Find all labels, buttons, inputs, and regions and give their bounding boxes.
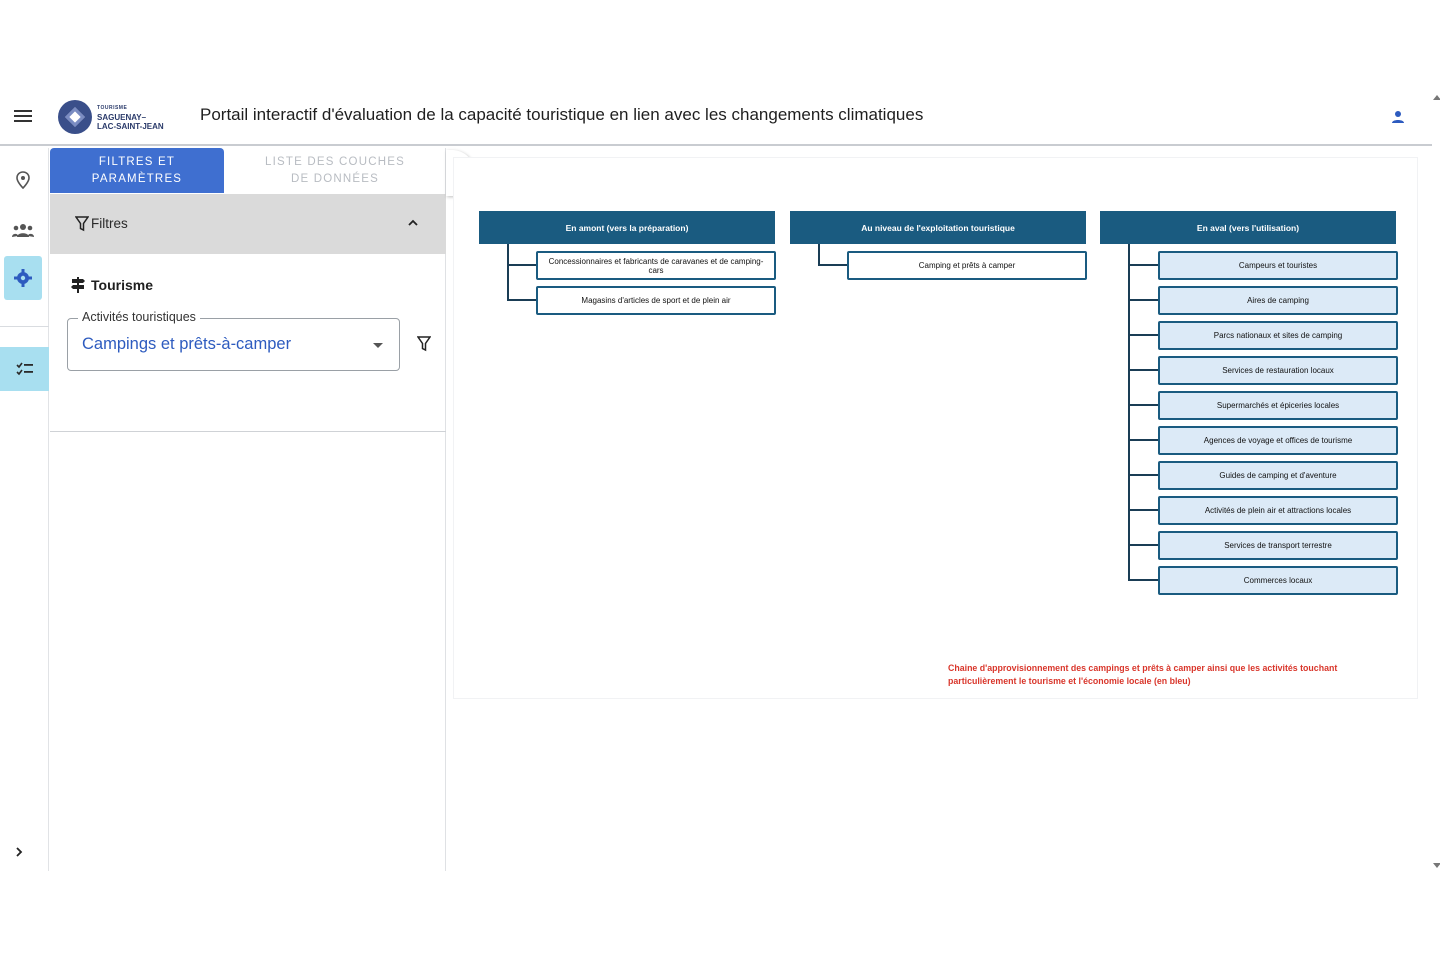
panel-tabs [50,148,446,193]
scroll-up-arrow-icon[interactable] [1433,95,1440,100]
signpost-icon [70,276,86,294]
select-legend: Activités touristiques [78,310,200,324]
activites-touristiques-select[interactable] [67,310,400,371]
menu-icon[interactable] [12,107,34,127]
checklist-icon[interactable] [0,347,49,391]
tab-liste-couches[interactable]: LISTE DES COUCHES DE DONNÉES [265,155,405,185]
apply-filter-icon[interactable] [417,336,431,352]
node-aval-5: Supermarchés et épiceries locales [1158,391,1398,420]
filters-accordion-header[interactable] [50,194,446,254]
logo-text: TOURISME SAGUENAY– LAC-SAINT-JEAN [97,104,164,131]
expand-chevron-icon[interactable] [0,830,38,874]
filters-label: Filtres [91,216,128,231]
node-aval-8: Activités de plein air et attractions locales [1158,496,1398,525]
panel-divider [50,431,446,432]
node-amont-1: Concessionnaires et fabricants de caravanes et de camping-cars [536,251,776,280]
group-icon[interactable] [4,208,42,252]
col-head-exploitation: Au niveau de l'exploitation touristique [790,211,1086,244]
node-aval-3: Parcs nationaux et sites de camping [1158,321,1398,350]
node-aval-6: Agences de voyage et offices de tourisme [1158,426,1398,455]
node-aval-4: Services de restauration locaux [1158,356,1398,385]
col-head-amont: En amont (vers la préparation) [479,211,775,244]
app-root [0,88,1432,871]
diagram-caption: Chaine d'approvisionnement des campings et prêts à camper ainsi que les activités touchant particulièrement le tourisme et l'économie locale (en bleu) [948,663,1338,686]
logo[interactable] [58,99,164,135]
section-label: Tourisme [91,277,153,293]
location-pin-icon[interactable] [4,158,42,202]
left-nav-rail [0,148,49,871]
filter-icon [75,216,89,232]
user-icon[interactable] [1390,109,1406,125]
col-head-aval: En aval (vers l'utilisation) [1100,211,1396,244]
node-amont-2: Magasins d'articles de sport et de plein air [536,286,776,315]
dropdown-arrow-icon [373,343,383,348]
node-aval-10: Commerces locaux [1158,566,1398,595]
chevron-up-icon[interactable] [407,218,419,228]
settings-gear-icon[interactable] [4,256,42,300]
node-aval-9: Services de transport terrestre [1158,531,1398,560]
node-aval-7: Guides de camping et d'aventure [1158,461,1398,490]
node-exploitation-1: Camping et prêts à camper [847,251,1087,280]
logo-mark [58,100,92,134]
page-title: Portail interactif d'évaluation de la capacité touristique en lien avec les changements climatiques [200,105,924,124]
scroll-down-arrow-icon[interactable] [1433,863,1440,868]
node-aval-2: Aires de camping [1158,286,1398,315]
supply-chain-diagram [454,158,1417,698]
filter-panel [50,148,446,871]
top-app-bar [0,88,1432,146]
section-tourisme [70,276,153,294]
tab-filtres-parametres[interactable]: FILTRES ET PARAMÈTRES [50,148,224,193]
node-aval-1: Campeurs et touristes [1158,251,1398,280]
select-value: Campings et prêts-à-camper [82,335,292,353]
rail-divider [0,326,49,327]
